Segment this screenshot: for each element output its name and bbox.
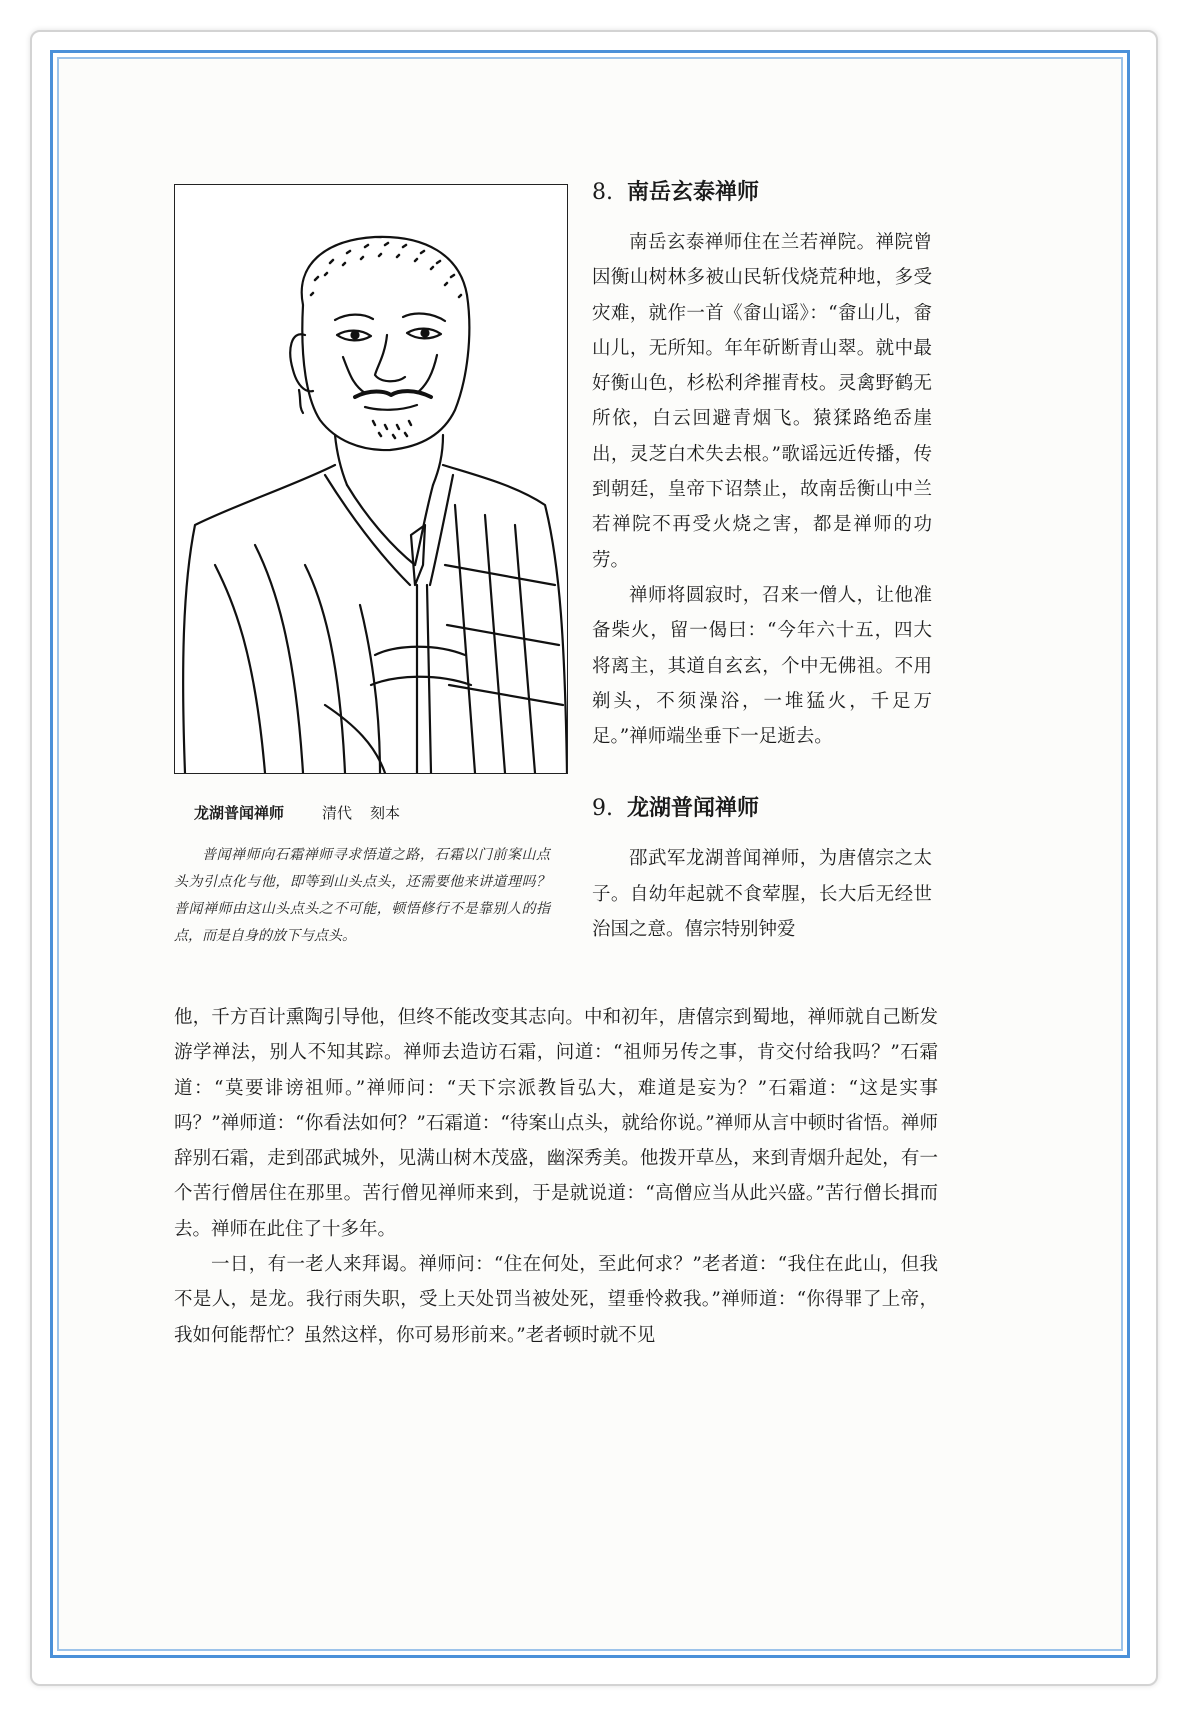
section-8-paragraph-2: 禅师将圆寂时，召来一僧人，让他准备柴火，留一偈曰：“今年六十五，四大将离主，其道自玄玄，个中无佛祖。不用剃头，不须澡浴，一堆猛火，千足万足。”禅师端坐垂下一足逝去。 <box>592 584 932 748</box>
caption-medium: 刻本 <box>370 804 401 822</box>
document-page <box>62 62 1118 1646</box>
right-column <box>592 176 932 947</box>
illustration-caption-text: 普闻禅师向石霜禅师寻求悟道之路，石霜以门前案山点头为引点化与他，即等到山头点头，还需要他来讲道理吗？普闻禅师由这山头点头之不可能，顿悟修行不是靠别人的指点，而是自身的放下与点头。 <box>174 847 550 944</box>
section-9-paragraph-2: 一日，有一老人来拜谒。禅师问：“住在何处，至此何求？”老者道：“我住在此山，但我不是人，是龙。我行雨失职，受上天处罚当被处死，望垂怜救我。”禅师道：“你得罪了上帝，我如何能帮忙？虽然这样，你可易形前来。”老者顿时就不见 <box>174 1254 938 1346</box>
portrait-drawing <box>175 185 567 773</box>
section-9-number: 9. <box>592 796 613 822</box>
section-9-paragraph-1-head: 邵武军龙湖普闻禅师，为唐僖宗之太子。自幼年起就不食荤腥，长大后无经世治国之意。僖宗特别钟爱 <box>592 848 932 941</box>
illustration-caption-title <box>194 802 554 823</box>
section-8-paragraph-1: 南岳玄泰禅师住在兰若禅院。禅院曾因衡山树林多被山民斩伐烧荒种地，多受灾难，就作一首《畲山谣》：“畲山儿，畲山儿，无所知。年年斫断青山翠。就中最好衡山色，杉松利斧摧青枝。灵禽野鹤无所依，白云回避青烟飞。猿猱路绝岙崖出，灵芝白术失去根。”歌谣远近传播，传到朝廷，皇帝下诏禁止，故南岳衡山中兰若禅院不再受火烧之害，都是禅师的功劳。 <box>592 232 932 571</box>
section-9-paragraph-1-rest: 他，千方百计熏陶引导他，但终不能改变其志向。中和初年，唐僖宗到蜀地，禅师就自己断发游学禅法，别人不知其踪。禅师去造访石霜，问道：“祖师另传之事，肯交付给我吗？”石霜道：“莫要诽谤祖师。”禅师问：“天下宗派教旨弘大，难道是妄为？”石霜道：“这是实事吗？”禅师道：“你看法如何？”石霜道：“待案山点头，就给你说。”禅师从言中顿时省悟。禅师辞别石霜，走到邵武城外，见满山树木茂盛，幽深秀美。他拨开草丛，来到青烟升起处，有一个苦行僧居住在那里。苦行僧见禅师来到，于是就说道：“高僧应当从此兴盛。”苦行僧长揖而去。禅师在此住了十多年。 <box>174 1007 938 1240</box>
caption-dynasty: 清代 <box>322 804 353 822</box>
section-8-heading <box>592 176 932 209</box>
caption-name: 龙湖普闻禅师 <box>194 804 285 822</box>
section-8-title: 南岳玄泰禅师 <box>627 179 760 205</box>
section-8-number: 8. <box>592 180 613 205</box>
section-9-title: 龙湖普闻禅师 <box>627 795 760 822</box>
section-9-heading <box>592 792 932 825</box>
monk-portrait-illustration <box>174 184 568 774</box>
full-width-text <box>174 1000 938 1353</box>
